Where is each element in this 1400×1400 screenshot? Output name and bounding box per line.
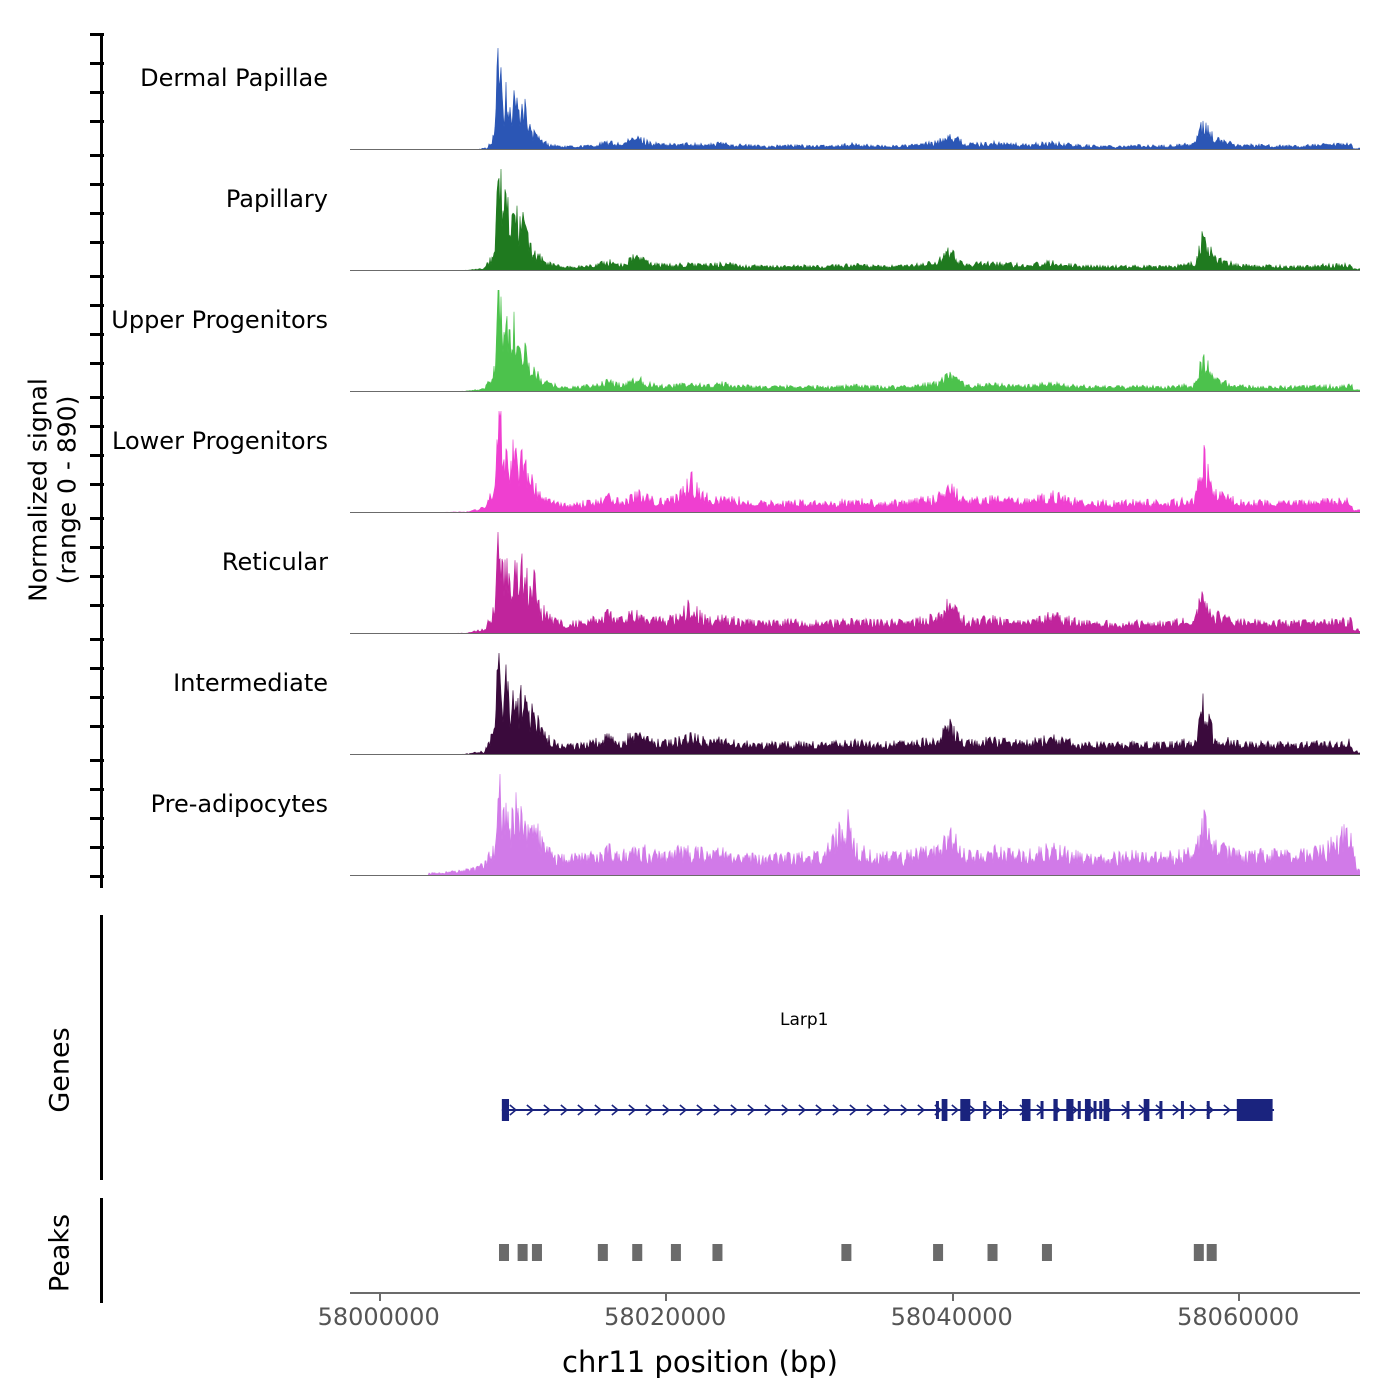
gene-exon [999,1101,1002,1119]
y-tick [90,241,104,244]
y-tick [90,517,104,520]
track-label: Papillary [225,185,328,213]
gene-exon [983,1101,986,1119]
peak-mark [632,1244,642,1261]
track-signal-graphic [350,653,1360,755]
gene-exon [1207,1101,1210,1119]
y-tick [90,454,104,457]
y-tick [90,183,104,186]
y-tick [90,275,104,278]
signal-track [112,411,1360,513]
track-label: Dermal Papillae [140,64,328,92]
x-tick-label: 58040000 [890,1303,1013,1331]
y-tick [90,120,104,123]
gene-exon [960,1099,970,1121]
track-baseline [350,875,1360,876]
x-tick [379,1292,381,1301]
genes-panel-spine [100,915,103,1180]
track-signal-graphic [350,774,1360,876]
track-signal-graphic [350,532,1360,634]
signal-track [150,774,1360,876]
peak-mark [1207,1244,1217,1261]
y-tick [90,362,104,365]
gene-exon [1085,1099,1091,1121]
x-tick-label: 58020000 [604,1303,727,1331]
signal-track [225,169,1360,271]
y-tick [90,604,104,607]
track-baseline [350,391,1360,392]
track-signal-graphic [350,411,1360,513]
x-tick-label: 58060000 [1177,1303,1300,1331]
y-tick [90,91,104,94]
y-tick [90,154,104,157]
peaks-axis-label: Peaks [44,1213,76,1293]
track-baseline [350,633,1360,634]
y-tick [90,575,104,578]
x-axis-line [350,1292,1360,1294]
signal-track [111,290,1360,392]
gene-exon [1078,1101,1081,1119]
gene-name-label: Larp1 [780,1010,829,1030]
gene-exon [1181,1101,1184,1119]
genes-axis-label: Genes [44,1027,76,1113]
y-tick [90,788,104,791]
signal-track [221,532,1360,634]
gene-exon [1159,1101,1162,1119]
gene-model-graphic [350,960,1360,1180]
gene-exon [1094,1101,1097,1119]
peak-mark [518,1244,528,1261]
y-tick [90,667,104,670]
y-tick [90,546,104,549]
peak-mark [1194,1244,1204,1261]
y-axis-label [18,300,88,680]
gene-exon [942,1099,948,1121]
gene-exon [1144,1099,1150,1121]
y-tick [90,696,104,699]
y-axis-label-line1: Normalized signal [23,378,53,602]
y-tick [90,396,104,399]
x-tick [1238,1292,1240,1301]
track-baseline [350,149,1360,150]
peak-mark [1042,1244,1052,1261]
y-tick [90,846,104,849]
track-label: Lower Progenitors [112,427,328,455]
gene-exon [1041,1101,1044,1119]
peak-mark [532,1244,542,1261]
track-baseline [350,270,1360,271]
peak-mark [988,1244,998,1261]
y-tick [90,759,104,762]
genes-panel [350,960,1360,1180]
y-tick [90,638,104,641]
gene-exon [936,1101,939,1119]
peaks-panel-spine [100,1198,103,1303]
gene-exon [1022,1099,1031,1121]
x-tick [665,1292,667,1301]
gene-exon [1126,1101,1129,1119]
y-tick [90,304,104,307]
y-tick [90,33,104,36]
gene-exon [1104,1099,1110,1121]
y-tick [90,817,104,820]
peak-mark [598,1244,608,1261]
peak-mark [933,1244,943,1261]
signal-track [173,653,1360,755]
gene-exon [1237,1099,1273,1121]
x-tick-label: 58000000 [317,1303,440,1331]
peak-mark [499,1244,509,1261]
track-signal-graphic [350,169,1360,271]
gene-exon [1053,1099,1057,1121]
y-tick [90,62,104,65]
peak-mark [841,1244,851,1261]
track-signal-graphic [350,48,1360,150]
track-baseline [350,512,1360,513]
gene-exon [1066,1099,1073,1121]
gene-exon [1099,1101,1102,1119]
x-axis-label: chr11 position (bp) [562,1345,838,1379]
track-label: Pre-adipocytes [150,790,328,818]
y-tick [90,425,104,428]
peak-mark [671,1244,681,1261]
track-label: Intermediate [173,669,328,697]
y-axis-label-line2: (range 0 - 890) [52,395,81,585]
track-baseline [350,754,1360,755]
y-tick [90,212,104,215]
y-tick [90,333,104,336]
track-label: Reticular [221,548,328,576]
track-signal-graphic [350,290,1360,392]
x-tick [952,1292,954,1301]
y-tick [90,725,104,728]
signal-track [140,48,1360,150]
track-label: Upper Progenitors [111,306,328,334]
gene-exon [502,1099,509,1121]
peak-mark [712,1244,722,1261]
y-tick [90,875,104,878]
y-tick [90,483,104,486]
